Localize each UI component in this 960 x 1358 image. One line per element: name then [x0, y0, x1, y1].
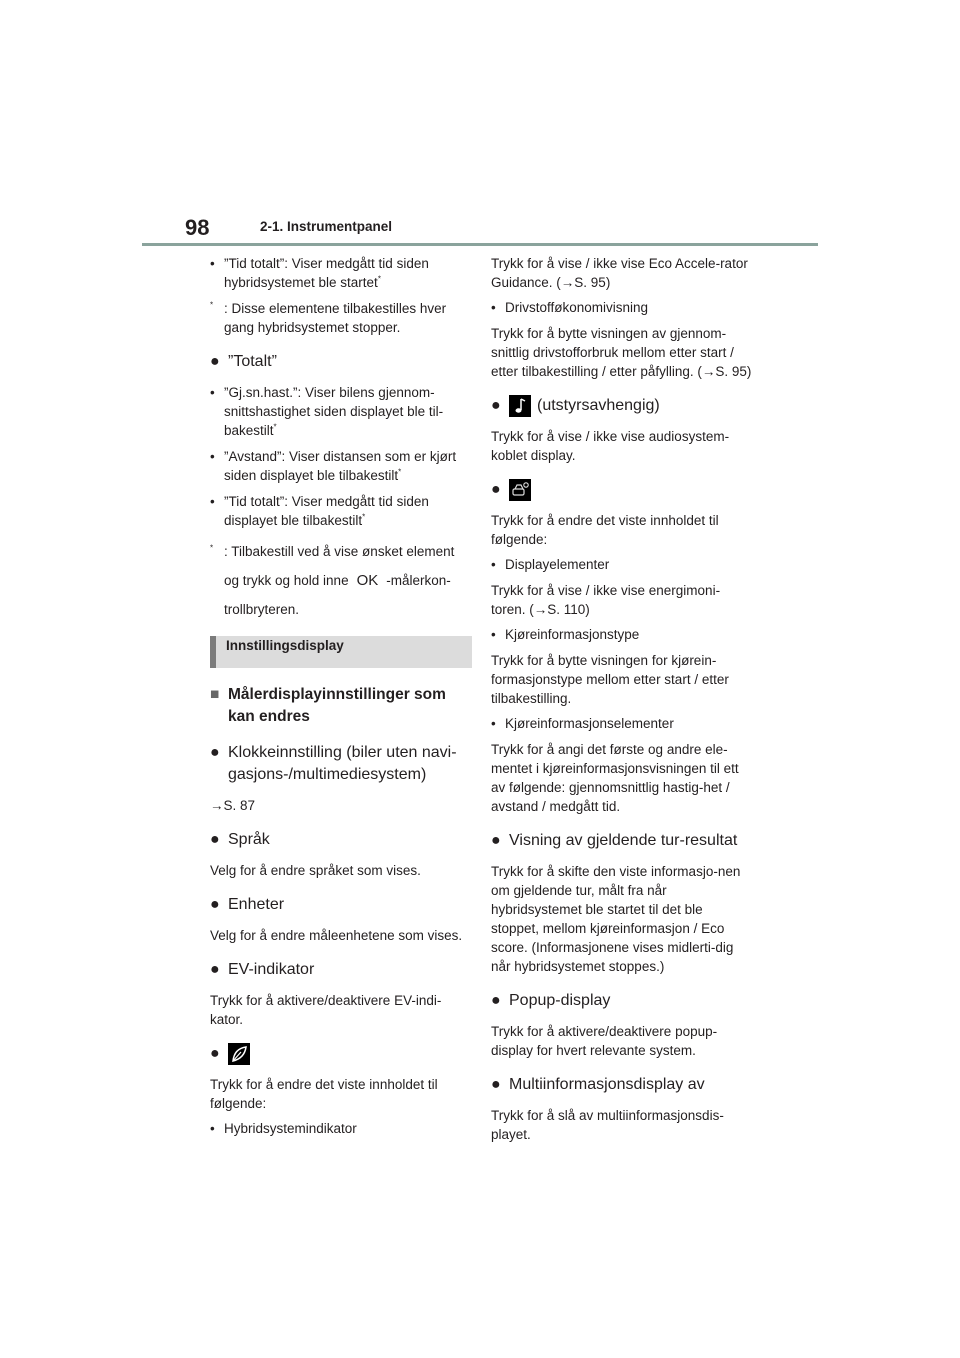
list-item: • Hybridsystemindikator [210, 1119, 472, 1138]
section-box-title: Innstillingsdisplay [210, 636, 472, 668]
paragraph: Trykk for å vise / ikke vise energimoni-toren. (→S. 110) [491, 583, 721, 618]
section-title: 2-1. Instrumentpanel [260, 219, 393, 234]
paragraph: Trykk for å bytte visningen av gjennom-snittlig drivstofforbruk mellom etter start / etter tilbakestilling / etter påfylling. (→S. 95) [491, 326, 752, 379]
paragraph: Velg for å endre språket som vises. [210, 863, 421, 878]
heading-eco-icon: ● [210, 1043, 472, 1065]
list-item: • ”Avstand”: Viser distansen som er kjørt siden displayet ble tilbakestilt* [210, 447, 472, 485]
heading-multi-display: ● Multiinformasjonsdisplay av [491, 1076, 705, 1094]
page-number: 98 [185, 215, 210, 240]
ok-button-icon: OK [356, 572, 379, 589]
heading-audio: ● (utstyrsavhengig) [491, 395, 753, 417]
list-item: • Displayelementer [491, 555, 753, 574]
paragraph: Trykk for å vise / ikke vise audiosystem-koblet display. [491, 429, 730, 464]
paragraph: Trykk for å endre det viste innholdet til følgende: [491, 513, 719, 548]
heading-language: ● Språk [210, 831, 270, 848]
heading-totalt: ● ”Totalt” [210, 353, 277, 370]
list-item: • Drivstofføkonomivisning [491, 298, 753, 317]
music-note-icon [509, 395, 531, 417]
paragraph: Trykk for å vise / ikke vise Eco Accele-rator Guidance. (→S. 95) [491, 256, 748, 290]
footnote: * : Disse elementene tilbakestilles hver gang hybridsystemet stopper. [210, 300, 447, 335]
paragraph: Trykk for å aktivere/deaktivere popup-display for hvert relevante system. [491, 1024, 718, 1059]
heading-ev-indicator: ● EV-indikator [210, 961, 315, 978]
paragraph: Trykk for å endre det viste innholdet til følgende: [210, 1077, 438, 1112]
paragraph: Trykk for å slå av multiinformasjonsdis-playet. [491, 1108, 724, 1143]
paragraph: Trykk for å angi det første og andre ele-mentet i kjøreinformasjonsvisningen til ett av følgende: gjennomsnittlig hastig-het / avstand / medgått tid. [491, 742, 739, 815]
heading-units: ● Enheter [210, 896, 285, 913]
heading-clock: ● Klokkeinnstilling (biler uten navi-gasjons-/multimediesystem) [210, 744, 457, 783]
paragraph: →S. 87 [210, 798, 256, 813]
heading-popup: ● Popup-display [491, 992, 611, 1010]
eco-leaf-icon [228, 1043, 250, 1065]
paragraph: Velg for å endre måleenhetene som vises. [210, 928, 463, 943]
heading-trip-result: ● Visning av gjeldende tur-resultat [491, 832, 738, 850]
paragraph: Trykk for å aktivere/deaktivere EV-indi-kator. [210, 993, 442, 1027]
vehicle-settings-icon [509, 479, 531, 501]
list-item: • ”Gj.sn.hast.”: Viser bilens gjennom-snittshastighet siden displayet ble til-bakestilt* [210, 383, 472, 440]
list-item: • ”Tid totalt”: Viser medgått tid siden hybridsystemet ble startet* [210, 254, 472, 292]
list-item: • ”Tid totalt”: Viser medgått tid siden displayet ble tilbakestilt* [210, 492, 472, 530]
header-rule [142, 243, 818, 246]
list-item: • Kjøreinformasjonselementer [491, 714, 753, 733]
list-item: • Kjøreinformasjonstype [491, 625, 753, 644]
heading-vehicle-icon: ● [491, 479, 753, 501]
left-column [210, 254, 472, 1145]
footnote: * : Tilbakestill ved å vise ønsket element og trykk og hold inne OK -målerkon-trollbryteren. [210, 543, 455, 617]
subheading: ■ Målerdisplayinnstillinger som kan endres [210, 686, 446, 725]
right-column [491, 254, 753, 1150]
paragraph: Trykk for å skifte den viste informasjo-nen om gjeldende tur, målt fra når hybridsystemet ble startet til det ble stoppet, mellom kjøreinformasjon / Eco score. (Informasjonene vises midlerti-dig når hybridsystemet stoppes.) [491, 864, 741, 975]
paragraph: Trykk for å bytte visningen for kjørein-formasjonstype mellom etter start / etter tilbakestilling. [491, 653, 729, 707]
